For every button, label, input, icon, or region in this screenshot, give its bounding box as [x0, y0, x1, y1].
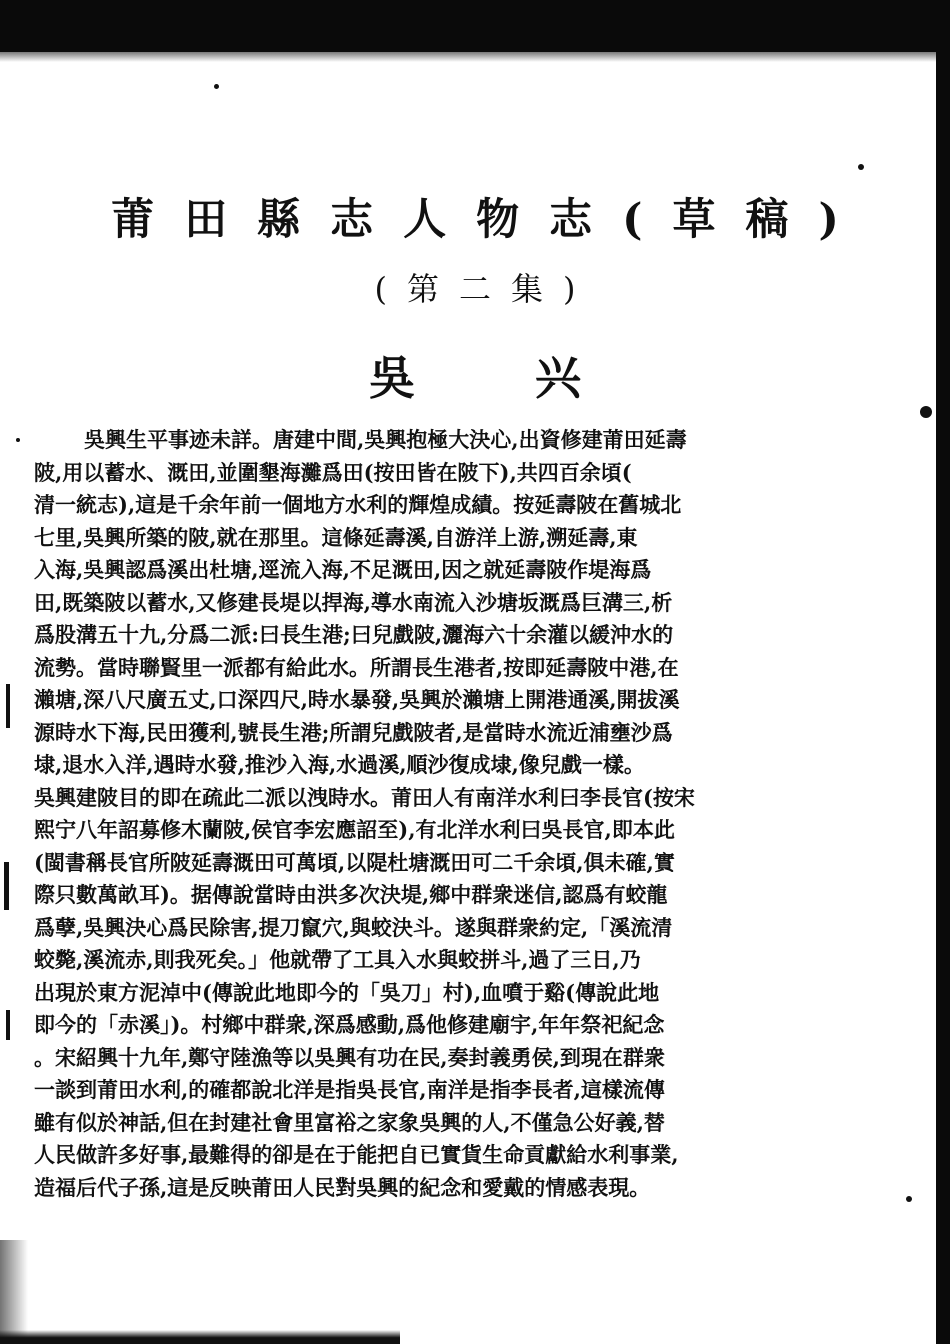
body-line: 出現於東方泥淖中(傳說此地即今的「吳刀」村),血噴于谿(傳說此地	[34, 979, 660, 1005]
body-line: 田,既築陂以蓄水,又修建長堤以捍海,導水南流入沙塘坂溉爲巨溝三,析	[34, 589, 673, 615]
scan-speck	[214, 84, 219, 89]
body-line: 雖有似於神話,但在封建社會里富裕之家象吳興的人,不僅急公好義,替	[34, 1109, 665, 1135]
body-line: 熙宁八年詔募修木蘭陂,侯官李宏應詔至),有北洋水利曰吳長官,即本此	[34, 817, 675, 842]
body-line: 爲股溝五十九,分爲二派:曰長生港;曰兒戲陂,灑海六十余灌以緩沖水的	[34, 622, 674, 647]
body-line: 埭,退水入洋,遇時水發,推沙入海,水過溪,順沙復成埭,像兒戲一樣。	[34, 752, 645, 777]
body-line: 流勢。當時聯賢里一派都有給此水。所謂長生港者,按即延壽陂中港,在	[34, 654, 679, 680]
body-line: (閩書稱長官所陂延壽溉田可萬頃,以隄杜塘溉田可二千余頃,俱未確,實	[34, 849, 675, 875]
scan-margin-mark	[6, 1010, 10, 1040]
scan-margin-mark	[4, 862, 9, 910]
body-line: 蛟斃,溪流赤,則我死矣。」他就帶了工具入水與蛟拼斗,過了三日,乃	[34, 947, 641, 972]
body-line: 吳興建陂目的即在疏此二派以洩時水。莆田人有南洋水利曰李長官(按宋	[34, 784, 695, 810]
body-line: 。宋紹興十九年,鄭守陸漁等以吳興有功在民,奏封義勇侯,到現在群衆	[34, 1044, 665, 1070]
body-line: 陂,用以蓄水、溉田,並圍墾海灘爲田(按田皆在陂下),共四百余頃(	[34, 459, 632, 485]
body-line: 爲孽,吳興決心爲民除害,提刀竄穴,與蛟決斗。遂與群衆約定,「溪流清	[34, 914, 673, 940]
scan-top-border-fade	[0, 44, 950, 62]
scan-speck	[16, 438, 20, 442]
scan-speck	[906, 1196, 912, 1202]
body-line: 清一統志),這是千余年前一個地方水利的輝煌成績。按延壽陂在舊城北	[34, 492, 682, 517]
body-line: 際只數萬畝耳)。据傳說當時由洪多次決堤,鄉中群衆迷信,認爲有蛟龍	[34, 882, 668, 907]
scan-speck	[858, 164, 864, 170]
scan-bottom-strip	[0, 1330, 400, 1344]
body-line: 入海,吳興認爲溪出杜塘,逕流入海,不足溉田,因之就延壽陂作堤海爲	[34, 557, 652, 582]
body-line: 七里,吳興所築的陂,就在那里。這條延壽溪,自游洋上游,溯延壽,東	[34, 524, 638, 550]
body-line: 瀨塘,深八尺廣五丈,口深四尺,時水暴發,吳興於瀨塘上開港通溪,開拔溪	[34, 687, 680, 712]
body-text	[34, 424, 856, 1204]
page-subtitle: (第二集)	[374, 270, 596, 308]
body-line: 源時水下海,民田獲利,號長生港;所謂兒戲陂者,是當時水流近浦壅沙爲	[34, 719, 673, 745]
body-line: 造福后代子孫,這是反映莆田人民對吳興的紀念和愛戴的情感表現。	[34, 1174, 651, 1200]
body-line: 即今的「赤溪」)。村鄉中群衆,深爲感動,爲他修建廟宇,年年祭祀紀念	[34, 1012, 665, 1037]
scan-margin-mark	[6, 684, 10, 728]
body-line: 吳興生平事迹未詳。唐建中間,吳興抱極大決心,出資修建莆田延壽	[84, 427, 687, 452]
scan-left-smudge	[0, 1240, 28, 1344]
body-line: 人民做許多好事,最難得的卻是在于能把自已實貨生命貢獻給水利事業,	[34, 1142, 679, 1167]
body-line: 一談到莆田水利,的確都說北洋是指吳長官,南洋是指李長者,這樣流傳	[34, 1077, 665, 1102]
page-title: 莆田縣志人物志(草稿)	[111, 195, 869, 245]
section-heading: 吳兴	[369, 351, 701, 405]
